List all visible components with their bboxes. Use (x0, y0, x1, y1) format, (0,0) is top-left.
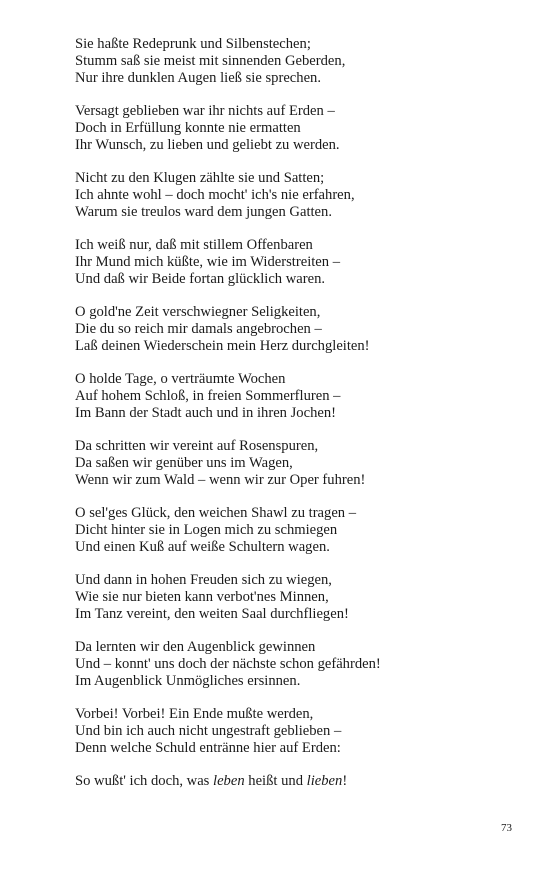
poem-line: O sel'ges Glück, den weichen Shawl zu tragen – (75, 505, 357, 521)
poem-line: Und bin ich auch nicht ungestraft geblieben – (75, 723, 342, 739)
poem-line: Dicht hinter sie in Logen mich zu schmiegen (75, 522, 338, 538)
poem-line: Nicht zu den Klugen zählte sie und Satten; (75, 170, 325, 186)
poem-line: Ich ahnte wohl – doch mocht' ich's nie erfahren, (75, 187, 355, 203)
final-line (75, 773, 515, 790)
final-line-text: So wußt' ich doch, was (75, 773, 214, 789)
poem-line: Im Tanz vereint, den weiten Saal durchfliegen! (75, 606, 349, 622)
poem-line: Ihr Wunsch, zu lieben und geliebt zu werden. (75, 137, 340, 153)
poem-line: Doch in Erfüllung konnte nie ermatten (75, 120, 301, 136)
poem-line: Auf hohem Schloß, in freien Sommerfluren – (75, 388, 341, 404)
poem-line: Im Bann der Stadt auch und in ihren Jochen! (75, 405, 336, 421)
poem-line: O gold'ne Zeit verschwiegner Seligkeiten, (75, 304, 321, 320)
stanza-1 (75, 36, 515, 87)
poem-line: Im Augenblick Unmögliches ersinnen. (75, 673, 301, 689)
poem-line: Vorbei! Vorbei! Ein Ende mußte werden, (75, 706, 314, 722)
poem-line: Warum sie treulos ward dem jungen Gatten. (75, 204, 332, 220)
stanza-2 (75, 103, 515, 154)
poem-line: Da schritten wir vereint auf Rosenspuren, (75, 438, 319, 454)
poem-line: Wie sie nur bieten kann verbot'nes Minnen, (75, 589, 329, 605)
emphasis-leben: leben (213, 773, 245, 789)
poem-line: Da lernten wir den Augenblick gewinnen (75, 639, 316, 655)
poem-line: Die du so reich mir damals angebrochen – (75, 321, 322, 337)
poem-line: Und dann in hohen Freuden sich zu wiegen, (75, 572, 332, 588)
page-number: 73 (501, 822, 512, 834)
stanza-11 (75, 706, 515, 757)
poem-line: Und einen Kuß auf weiße Schultern wagen. (75, 539, 330, 555)
poem-line: Denn welche Schuld entränne hier auf Erden: (75, 740, 341, 756)
stanza-10 (75, 639, 515, 690)
stanza-4 (75, 237, 515, 288)
stanza-3 (75, 170, 515, 221)
poem-line: Und daß wir Beide fortan glücklich waren. (75, 271, 326, 287)
stanza-7 (75, 438, 515, 489)
emphasis-lieben: lieben (306, 773, 343, 789)
poem-line: Ich weiß nur, daß mit stillem Offenbaren (75, 237, 313, 253)
poem-line: Ihr Mund mich küßte, wie im Widerstreiten – (75, 254, 341, 270)
stanza-9 (75, 572, 515, 623)
poem-line: Stumm saß sie meist mit sinnenden Geberden, (75, 53, 346, 69)
poem-line: Versagt geblieben war ihr nichts auf Erden – (75, 103, 335, 119)
poem-line: Und – konnt' uns doch der nächste schon gefährden! (75, 656, 381, 672)
stanza-6 (75, 371, 515, 422)
poem-line: Sie haßte Redeprunk und Silbenstechen; (75, 36, 311, 52)
stanza-5 (75, 304, 515, 355)
poem-line: Nur ihre dunklen Augen ließ sie sprechen. (75, 70, 321, 86)
poem (75, 36, 515, 806)
poem-line: Da saßen wir genüber uns im Wagen, (75, 455, 293, 471)
poem-line: Laß deinen Wiederschein mein Herz durchgleiten! (75, 338, 370, 354)
poem-line: Wenn wir zum Wald – wenn wir zur Oper fuhren! (75, 472, 366, 488)
stanza-8 (75, 505, 515, 556)
final-line-text: heißt und (244, 773, 307, 789)
poem-line: O holde Tage, o verträumte Wochen (75, 371, 286, 387)
final-stanza (75, 773, 515, 790)
final-line-text: ! (342, 773, 348, 789)
